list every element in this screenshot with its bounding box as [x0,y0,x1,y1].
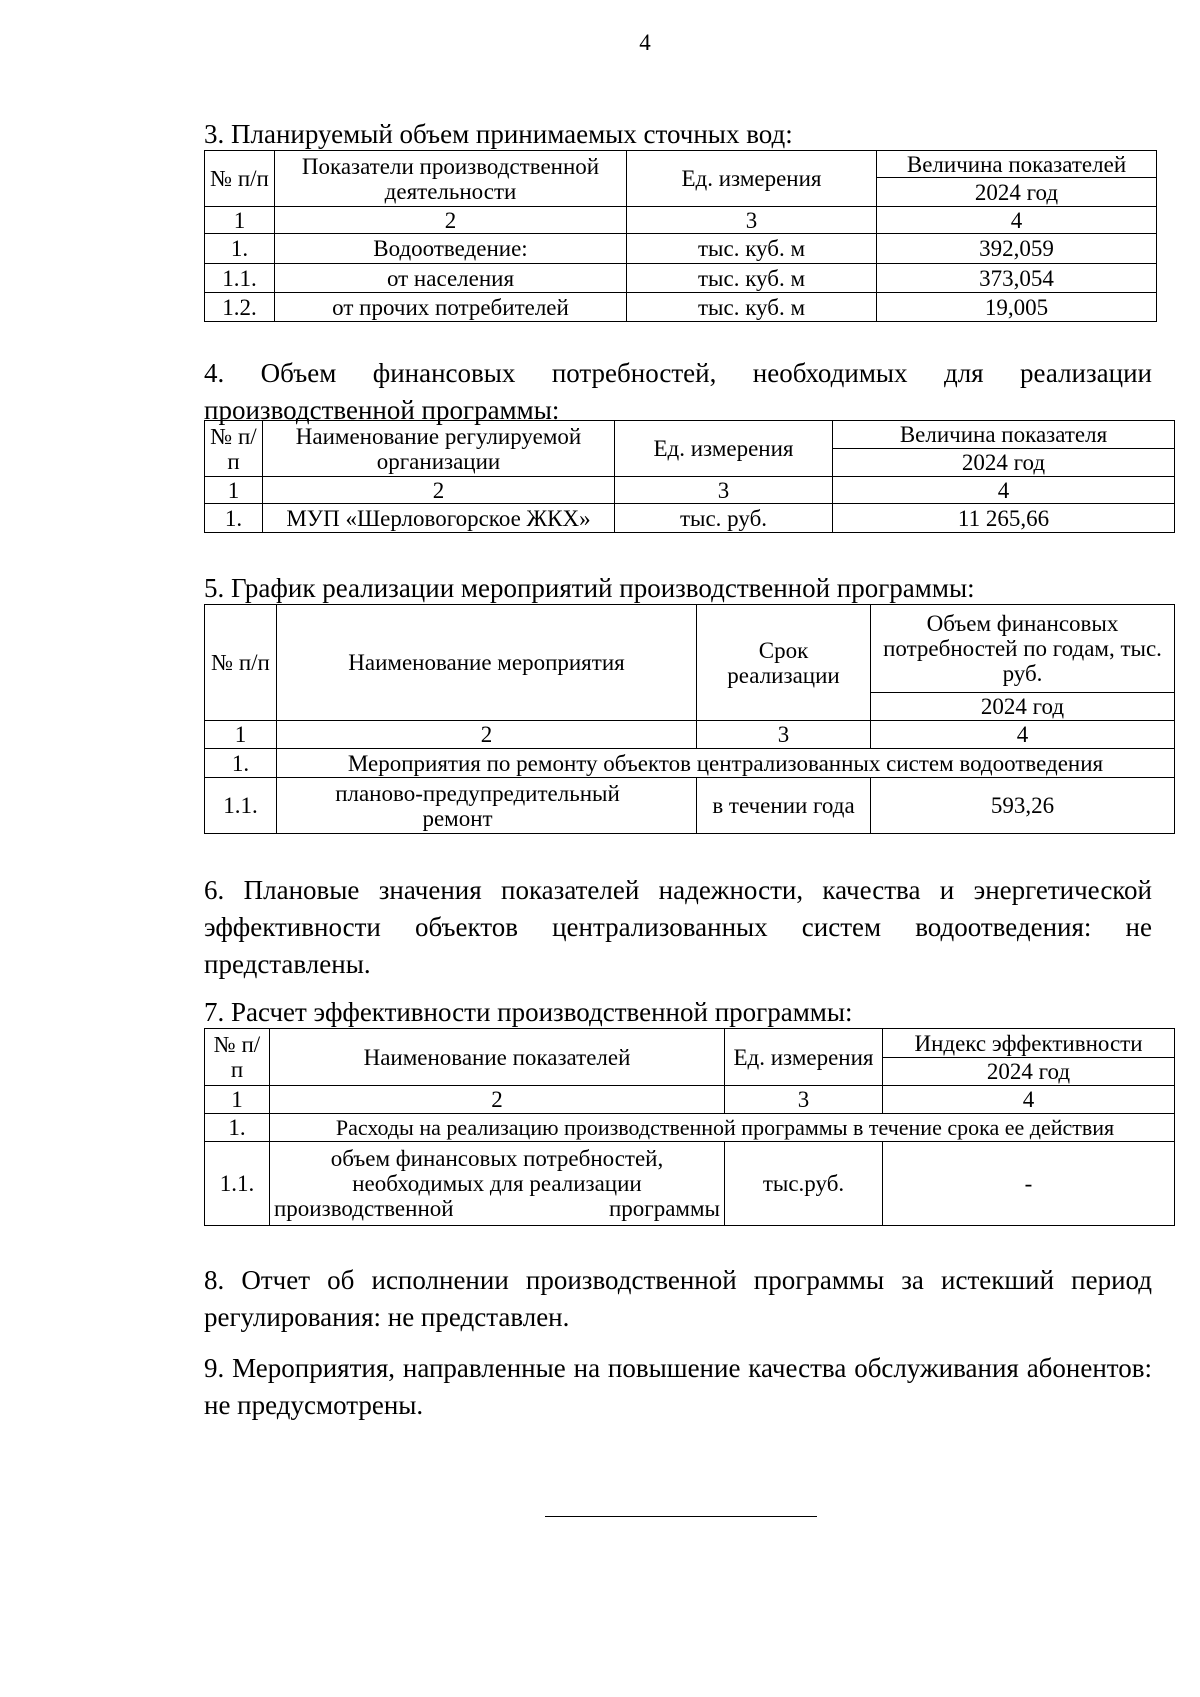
header-value: Величина показателей [877,151,1157,178]
col-number: 3 [697,721,871,749]
row-value: - [883,1142,1175,1226]
row-value: 11 265,66 [833,504,1175,533]
col-number: 1 [205,477,263,504]
row-num: 1.1. [205,264,275,293]
col-number: 4 [883,1086,1175,1114]
row-unit: тыс. куб. м [627,293,877,322]
header-name: Наименование мероприятия [277,605,697,721]
row-term: в течении года [697,778,871,834]
row-name: Водоотведение: [275,234,627,264]
table-row [205,234,1157,264]
group-num: 1. [205,1114,270,1142]
header-value: Индекс эффективности [883,1029,1175,1058]
group-text: Расходы на реализацию производственной программы в течение срока ее действия [270,1114,1175,1142]
section6-text: 6. Плановые значения показателей надежности, качества и энергетической эффективности объектов централизованных систем водоотведения: не представлены. [204,875,1152,979]
row-value: 593,26 [871,778,1175,834]
header-year: 2024 год [877,178,1157,207]
col-number: 2 [277,721,697,749]
row-name: планово-предупредительный ремонт [277,778,697,834]
row-unit: тыс.руб. [725,1142,883,1226]
row-value: 373,054 [877,264,1157,293]
page-number: 4 [639,30,651,55]
col-number: 2 [270,1086,725,1114]
col-number: 3 [627,207,877,234]
row-unit: тыс. куб. м [627,234,877,264]
table-row [205,504,1175,533]
table-row [205,293,1157,322]
header-num: № п/п [205,151,275,207]
section3-heading: 3. Планируемый объем принимаемых сточных вод: [204,119,793,149]
table-group-row [205,749,1175,778]
col-number: 4 [833,477,1175,504]
row-num: 1.2. [205,293,275,322]
header-value: Величина показателя [833,421,1175,449]
col-number: 3 [615,477,833,504]
section4-heading: 4. Объем финансовых потребностей, необходимых для реализации производственной программы: [204,358,1152,425]
table-row [205,778,1175,834]
header-year: 2024 год [833,449,1175,477]
efficiency-table [204,1028,1175,1226]
table-row [205,1142,1175,1226]
group-num: 1. [205,749,277,778]
col-number: 1 [205,721,277,749]
schedule-table [204,604,1175,834]
col-number: 2 [275,207,627,234]
section8-text: 8. Отчет об исполнении производственной программы за истекший период регулирования: не представлен. [204,1265,1152,1332]
header-unit: Ед. измерения [725,1029,883,1086]
header-value: Объем финансовых потребностей по годам, тыс. руб. [871,605,1175,693]
header-name: Наименование показателей [270,1029,725,1086]
row-num: 1.1. [205,1142,270,1226]
row-unit: тыс. куб. м [627,264,877,293]
wastewater-volume-table [204,150,1157,322]
header-year: 2024 год [871,693,1175,721]
row-num: 1.1. [205,778,277,834]
col-number: 1 [205,1086,270,1114]
row-num: 1. [205,504,263,533]
row-unit: тыс. руб. [615,504,833,533]
section5-heading: 5. График реализации мероприятий производственной программы: [204,573,975,603]
row-name: МУП «Шерловогорское ЖКХ» [263,504,615,533]
header-num: № п/п [205,605,277,721]
row-name: от прочих потребителей [275,293,627,322]
row-name: объем финансовых потребностей, необходимых для реализации производственной программы [270,1142,725,1226]
group-text: Мероприятия по ремонту объектов централизованных систем водоотведения [277,749,1175,778]
section7-heading: 7. Расчет эффективности производственной программы: [204,997,853,1027]
header-num: № п/п [205,421,263,477]
row-value: 392,059 [877,234,1157,264]
col-number: 2 [263,477,615,504]
col-number: 4 [877,207,1157,234]
header-unit: Ед. измерения [615,421,833,477]
header-org: Наименование регулируемой организации [263,421,615,477]
row-value: 19,005 [877,293,1157,322]
col-number: 1 [205,207,275,234]
col-number: 4 [871,721,1175,749]
row-num: 1. [205,234,275,264]
section9-text: 9. Мероприятия, направленные на повышение качества обслуживания абонентов: не предусмотрены. [204,1353,1152,1420]
table-group-row [205,1114,1175,1142]
financial-needs-table [204,420,1175,533]
header-unit: Ед. измерения [627,151,877,207]
row-name: от населения [275,264,627,293]
header-year: 2024 год [883,1058,1175,1086]
table-row [205,264,1157,293]
closing-rule [545,1516,817,1517]
header-indicator: Показатели производственной деятельности [275,151,627,207]
header-term: Срок реализации [697,605,871,721]
header-num: № п/п [205,1029,270,1086]
col-number: 3 [725,1086,883,1114]
